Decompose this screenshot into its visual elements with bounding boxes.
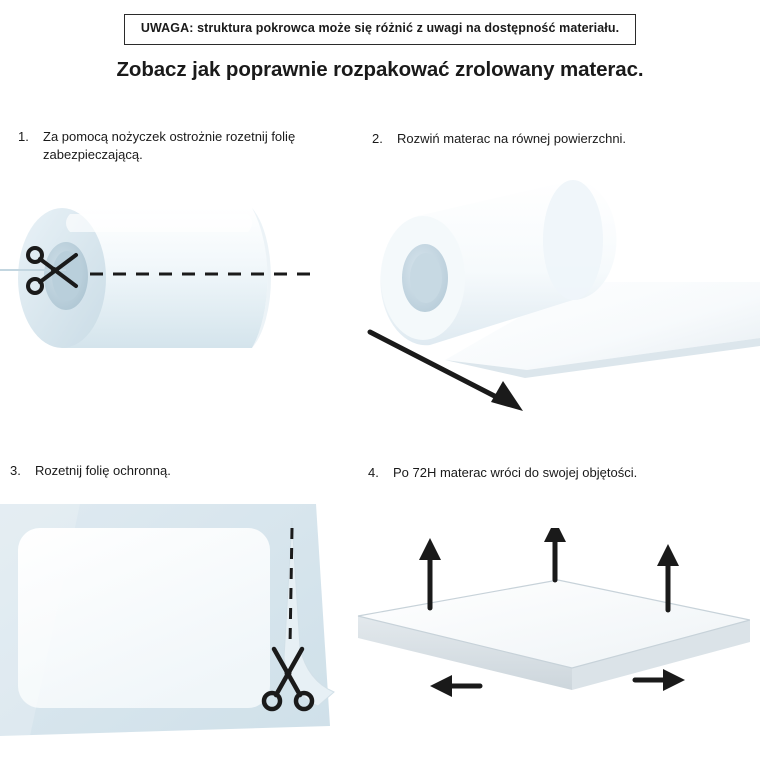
step-1-illustration: [0, 180, 360, 430]
rolled-mattress-svg: [0, 180, 360, 430]
sheet-top-edge: [591, 276, 760, 282]
step-4-illustration: [350, 528, 750, 738]
step-3: [10, 462, 350, 480]
step-2-heading: [372, 130, 732, 148]
roll-core-inner: [52, 251, 82, 301]
step-4-heading: [368, 464, 748, 482]
step-2-number: 2.: [372, 131, 383, 146]
notice-banner: UWAGA: struktura pokrowca może się różnić z uwagi na dostępność materiału.: [124, 14, 636, 45]
unrolling-mattress-svg: [345, 160, 760, 445]
arrow-up-left: [419, 538, 441, 608]
step-4: [368, 464, 748, 482]
step-4-text: Po 72H materac wróci do swojej objętości.: [393, 465, 638, 480]
roll-highlight: [66, 214, 252, 232]
arrow-right: [635, 669, 685, 691]
step-1-heading: [18, 128, 358, 163]
step-3-text: Rozetnij folię ochronną.: [35, 463, 171, 478]
foil-cut-svg: [0, 498, 345, 748]
arrow-up-center: [544, 528, 566, 580]
arrow-left: [430, 675, 480, 697]
page-title: Zobacz jak poprawnie rozpakować zrolowany materac.: [116, 58, 644, 81]
step-3-number: 3.: [10, 463, 21, 478]
notice-banner-container: [0, 14, 760, 45]
step-2-text: Rozwiń materac na równej powierzchni.: [397, 131, 627, 146]
roll2-right-face: [543, 180, 603, 300]
arrow-up-right: [657, 544, 679, 610]
step-3-heading: [10, 462, 350, 480]
roll2-core-inner: [410, 253, 442, 303]
expanding-mattress-svg: [350, 528, 750, 738]
step-2: [372, 130, 732, 148]
step-1: [18, 128, 358, 163]
step-1-text: Za pomocą nożyczek ostrożnie rozetnij folię zabezpieczającą.: [43, 129, 296, 162]
step-2-illustration: [345, 160, 760, 445]
step-3-illustration: [0, 498, 345, 748]
step-4-number: 4.: [368, 465, 379, 480]
step-1-number: 1.: [18, 129, 29, 144]
